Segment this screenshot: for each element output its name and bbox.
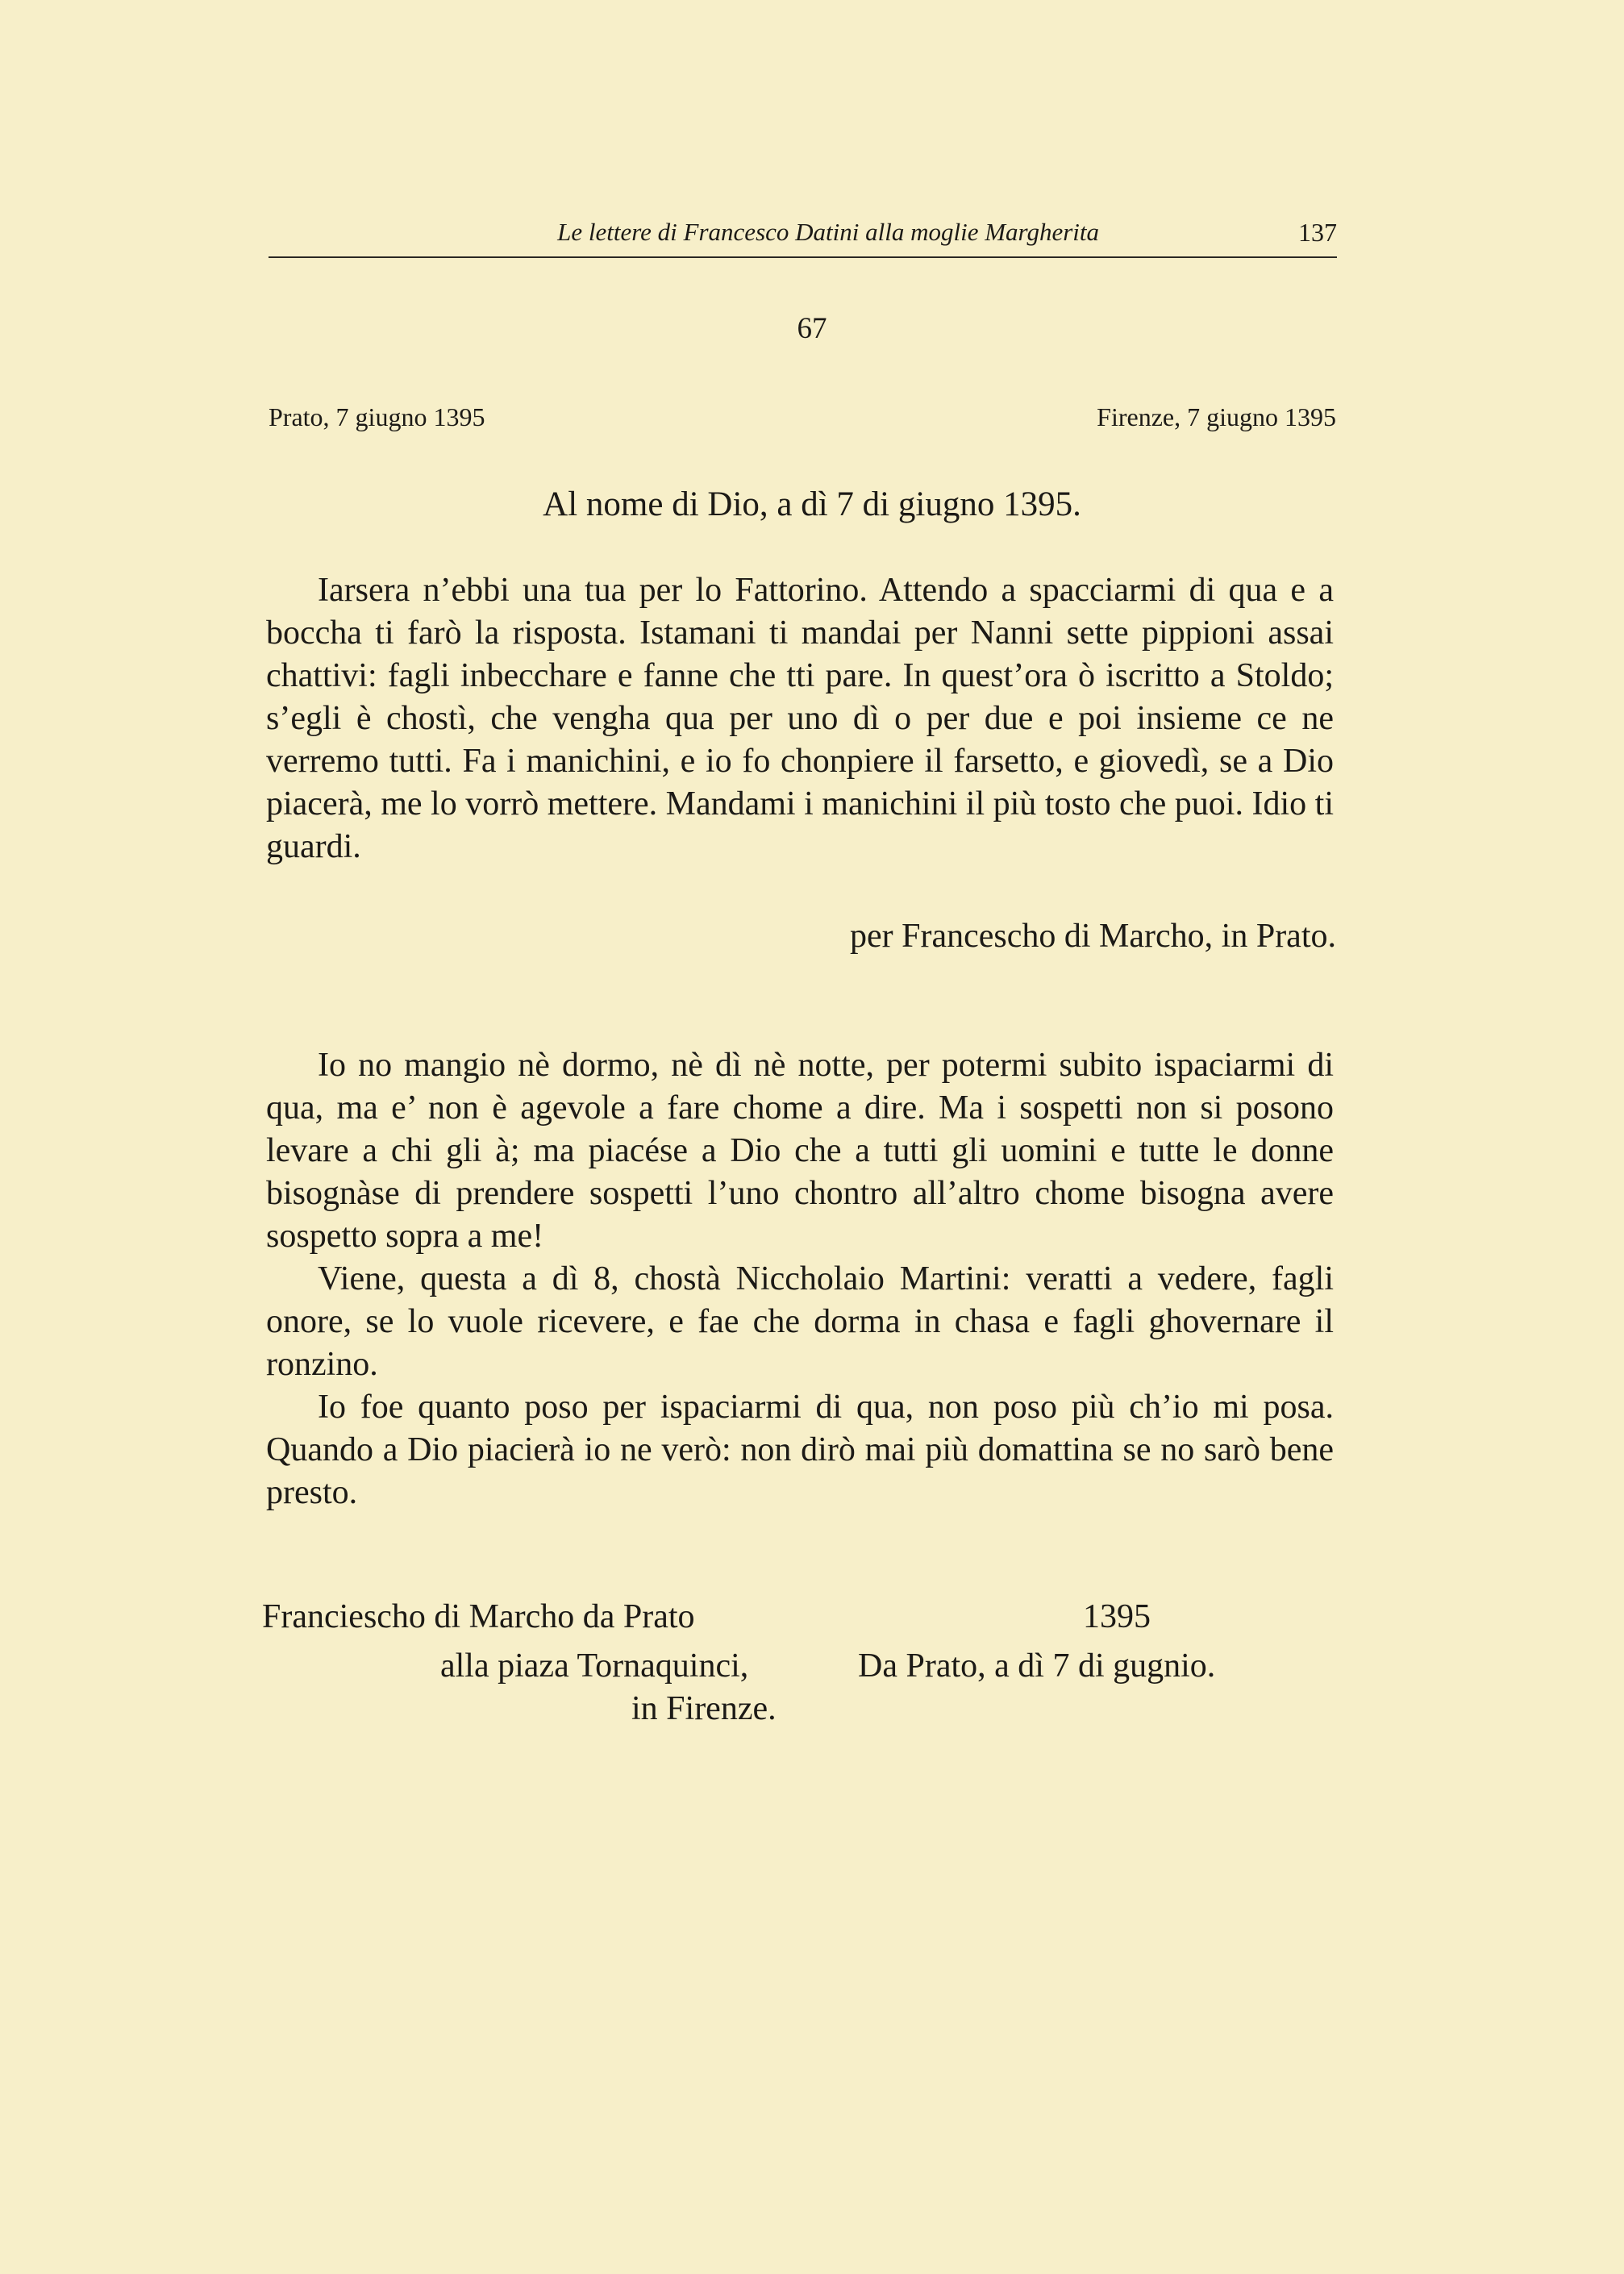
letter-salutation: Al nome di Dio, a dì 7 di giugno 1395. xyxy=(543,485,1081,523)
paragraph: Viene, questa a dì 8, chostà Niccholaio Martini: veratti a vedere, fagli onore, se lo vuole ricevere, e fae che dorma in chasa e fagli ghovernare il ronzino. xyxy=(266,1260,1334,1383)
letter-body-postscript xyxy=(266,1044,1334,1514)
date-to: Firenze, 7 giugno 1395 xyxy=(1097,402,1336,431)
page-number: 137 xyxy=(1298,218,1337,247)
address-recipient-name: Franciescho di Marcho da Prato xyxy=(262,1598,695,1635)
letter-number: 67 xyxy=(797,312,827,345)
paragraph: Io no mangio nè dormo, nè dì nè notte, per potermi subito ispaciarmi di qua, ma e’ non è agevole a fare chome a dire. Ma i sospetti non si posono levare a chi gli à; ma piacése a Dio che a tutti gli uomini e tutte le donne bisognàse di prendere sospetti l’uno chontro all’altro chome bisogna avere sospetto sopra a me! xyxy=(266,1047,1334,1255)
letter-body-first xyxy=(266,569,1334,868)
letter-signature: per Francescho di Marcho, in Prato. xyxy=(850,918,1336,955)
date-from: Prato, 7 giugno 1395 xyxy=(269,402,485,431)
running-title: Le lettere di Francesco Datini alla moglie Margherita xyxy=(557,218,1099,246)
address-recipient-street: alla piaza Tornaquinci, xyxy=(440,1647,749,1685)
address-recipient-city: in Firenze. xyxy=(631,1690,777,1727)
paragraph: Io foe quanto poso per ispaciarmi di qua, non poso più ch’io mi posa. Quando a Dio piacierà io ne verò: non dirò mai più domattina se no sarò bene presto. xyxy=(266,1389,1334,1511)
running-header xyxy=(269,211,1337,258)
paragraph: Iarsera n’ebbi una tua per lo Fattorino. Attendo a spacciarmi di qua e a boccha ti farò la risposta. Istamani ti mandai per Nanni sette pippioni assai chattivi: fagli inbecchare e fanne che tti pare. In quest’ora ò iscritto a Stoldo; s’egli è chostì, che vengha qua per uno dì o per due e poi insieme ce ne verremo tutti. Fa i manichini, e io fo chonpiere il farsetto, e giovedì, se a Dio piacerà, me lo vorrò mettere. Mandami i manichini il più tosto che puoi. Idio ti guardi. xyxy=(266,572,1334,865)
address-year: 1395 xyxy=(1083,1598,1151,1635)
address-sent-date: Da Prato, a dì 7 di gugnio. xyxy=(858,1647,1216,1685)
